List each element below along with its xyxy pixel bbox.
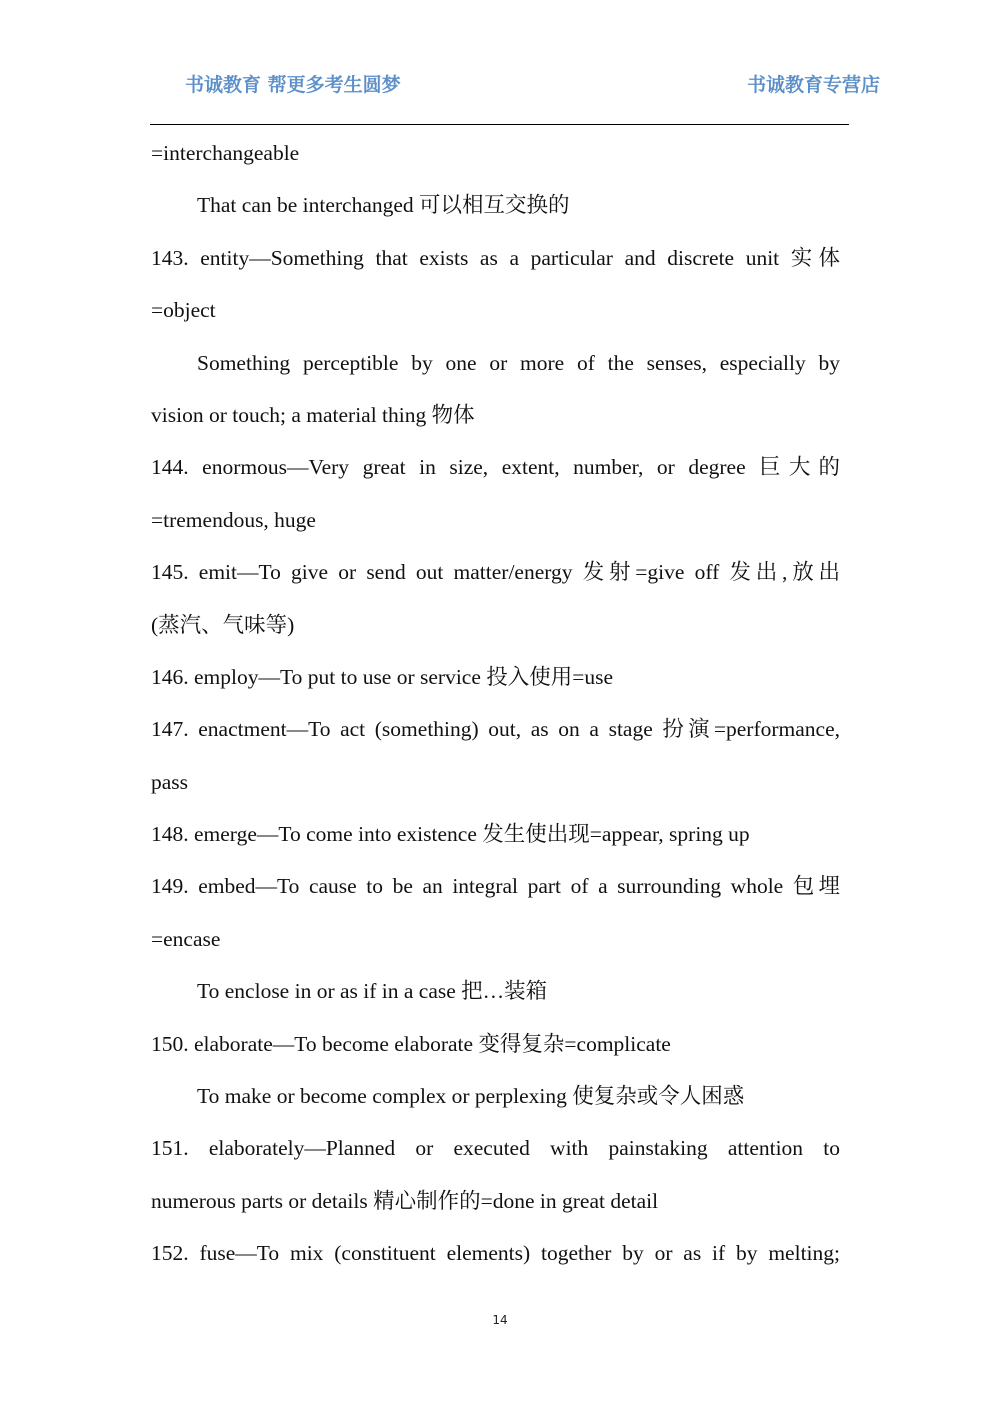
document-body — [151, 127, 840, 1280]
header-left-text: 书诚教育 帮更多考生圆梦 — [185, 74, 401, 96]
text-line: 149. embed—To cause to be an integral part of a surrounding whole 包埋 — [151, 874, 840, 899]
text-line: =interchangeable — [151, 141, 300, 165]
text-line: 146. employ—To put to use or service 投入使用=use — [151, 664, 614, 689]
header-right-text: 书诚教育专营店 — [746, 74, 880, 96]
text-line: 151. elaborately—Planned or executed with painstaking attention to — [151, 1136, 840, 1161]
text-line: 150. elaborate—To become elaborate 变得复杂=complicate — [151, 1031, 671, 1056]
text-line: 144. enormous—Very great in size, extent, number, or degree 巨大的 — [151, 455, 840, 480]
page-number: 14 — [492, 1313, 508, 1327]
text-line: =object — [151, 298, 216, 323]
text-line: To enclose in or as if in a case 把…装箱 — [197, 979, 548, 1004]
text-line: =tremendous, huge — [151, 507, 316, 532]
page-header — [185, 70, 880, 104]
text-line: vision or touch; a material thing 物体 — [151, 402, 475, 427]
text-line: That can be interchanged 可以相互交换的 — [197, 193, 570, 218]
text-line: 147. enactment—To act (something) out, as on a stage 扮演=performance, — [151, 717, 840, 742]
text-line: 152. fuse—To mix (constituent elements) together by or as if by melting; — [151, 1241, 840, 1266]
text-line: (蒸汽、气味等) — [151, 612, 295, 637]
text-line: =encase — [151, 926, 221, 951]
text-line: Something perceptible by one or more of the senses, especially by — [197, 350, 840, 375]
text-line: numerous parts or details 精心制作的=done in great detail — [151, 1188, 659, 1213]
text-line: 148. emerge—To come into existence 发生使出现=appear, spring up — [151, 822, 750, 847]
text-line: 145. emit—To give or send out matter/energy 发射=give off 发出,放出 — [151, 560, 840, 585]
text-line: To make or become complex or perplexing 使复杂或令人困惑 — [197, 1084, 745, 1109]
text-line: pass — [151, 769, 189, 794]
header-rule — [150, 124, 849, 125]
text-line: 143. entity—Something that exists as a particular and discrete unit 实体 — [151, 245, 840, 270]
